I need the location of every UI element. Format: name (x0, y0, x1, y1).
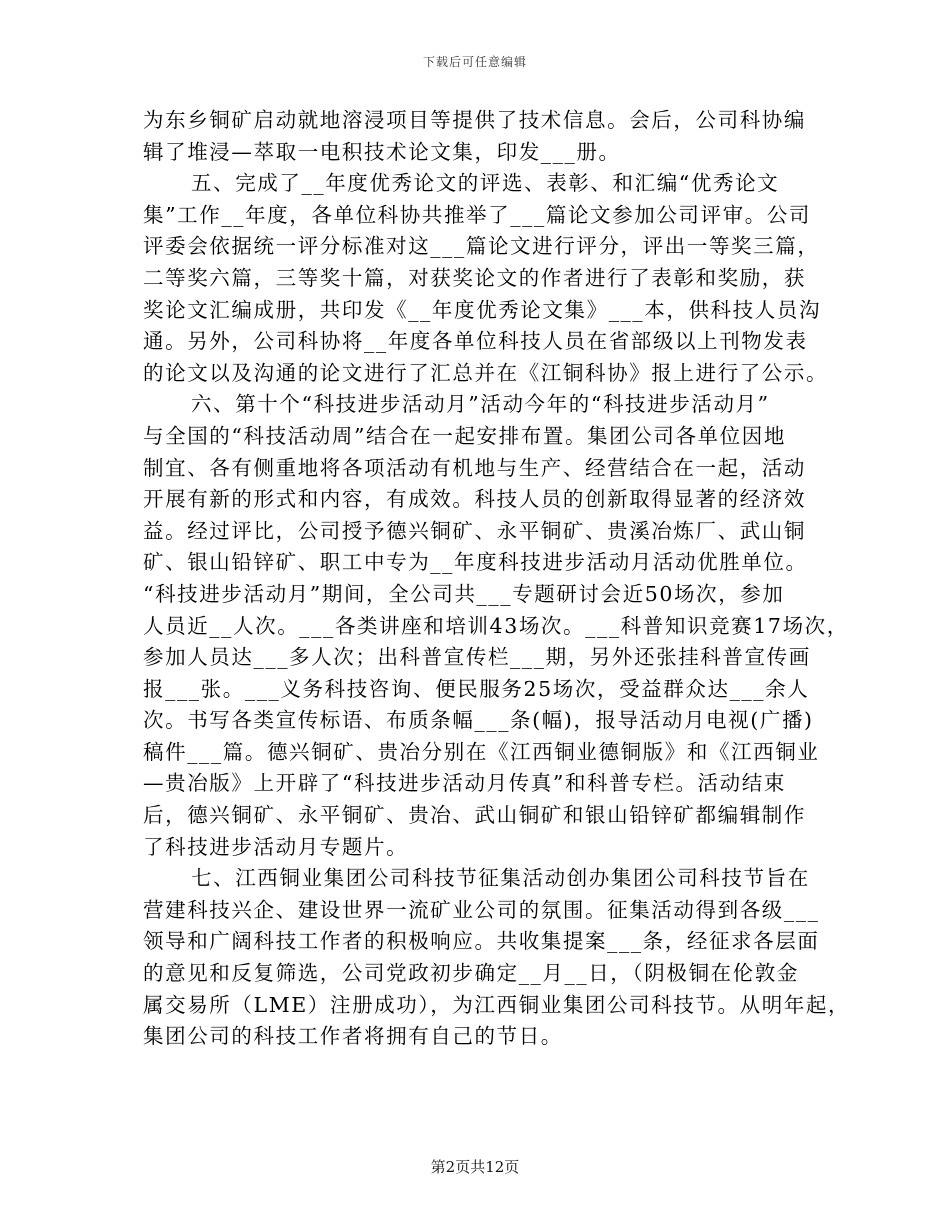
text-line: 评委会依据统一评分标准对这___篇论文进行评分，评出一等奖三篇， (143, 234, 820, 259)
text-line: 矿、银山铅锌矿、职工中专为__年度科技进步活动月活动优胜单位。 (143, 550, 808, 575)
text-line: 报___张。___义务科技咨询、便民服务25场次，受益群众达___余人 (143, 676, 810, 701)
document-body (143, 105, 851, 1053)
paragraph-first-line: 五、完成了__年度优秀论文的评选、表彰、和汇编“优秀论文 (191, 171, 780, 196)
text-line: 与全国的“科技活动周”结合在一起安排布置。集团公司各单位因地 (143, 423, 786, 448)
text-line: 领导和广阔科技工作者的积极响应。共收集提案___条，经征求各层面 (143, 929, 820, 954)
text-line: 奖论文汇编成册，共印发《__年度优秀论文集》___本，供科技人员沟 (143, 297, 822, 322)
paragraph-first-line: 六、第十个“科技进步活动月”活动今年的“科技进步活动月” (191, 392, 770, 417)
page-header: 下载后可任意编辑 (422, 55, 527, 69)
text-line: 集团公司的科技工作者将拥有自己的节日。 (143, 1024, 563, 1049)
text-line: 的论文以及沟通的论文进行了汇总并在《江铜科协》报上进行了公示。 (143, 360, 829, 385)
text-line: 人员近__人次。___各类讲座和培训43场次。___科普知识竞赛17场次， (143, 613, 849, 638)
text-line: —贵冶版》上开辟了“科技进步活动月传真”和科普专栏。活动结束 (143, 771, 786, 796)
text-line: 参加人员达___多人次；出科普宣传栏___期，另外还张挂科普宣传画 (143, 645, 811, 670)
text-line: 了科技进步活动月专题片。 (143, 834, 409, 859)
text-line: 属交易所（LME）注册成功），为江西铜业集团公司科技节。从明年起， (143, 992, 851, 1017)
text-line: 制宜、各有侧重地将各项活动有机地与生产、经营结合在一起，活动 (143, 455, 806, 480)
text-line: 集”工作__年度，各单位科协共推举了___篇论文参加公司评审。公司 (143, 202, 812, 227)
text-line: 的意见和反复筛选，公司党政初步确定__月__日，（阴极铜在伦敦金 (143, 961, 799, 986)
text-line: 为东乡铜矿启动就地溶浸项目等提供了技术信息。会后，公司科协编 (143, 108, 806, 132)
text-line: 益。经过评比，公司授予德兴铜矿、永平铜矿、贵溪冶炼厂、武山铜 (143, 518, 806, 543)
page-number: 第2页共12页 (430, 1158, 520, 1176)
text-line: 稿件___篇。德兴铜矿、贵冶分别在《江西铜业德铜版》和《江西铜业 (143, 739, 820, 764)
paragraph-first-line: 七、江西铜业集团公司科技节征集活动创办集团公司科技节旨在 (191, 866, 810, 891)
text-line: 次。书写各类宣传标语、布质条幅___条(幅)，报导活动月电视(广播) (143, 708, 814, 733)
text-line: 辑了堆浸—萃取一电积技术论文集，印发___册。 (143, 139, 621, 164)
text-line: 二等奖六篇，三等奖十篇，对获奖论文的作者进行了表彰和奖励，获 (143, 265, 806, 290)
text-line: 后，德兴铜矿、永平铜矿、贵冶、武山铜矿和银山铅锌矿都编辑制作 (143, 803, 806, 828)
text-line: 营建科技兴企、建设世界一流矿业公司的氛围。征集活动得到各级___ (143, 897, 820, 922)
text-line: 开展有新的形式和内容，有成效。科技人员的创新取得显著的经济效 (143, 487, 806, 512)
text-line: 通。另外，公司科协将__年度各单位科技人员在省部级以上刊物发表 (143, 329, 808, 354)
text-line: “科技进步活动月”期间，全公司共___专题研讨会近50场次，参加 (143, 581, 785, 606)
